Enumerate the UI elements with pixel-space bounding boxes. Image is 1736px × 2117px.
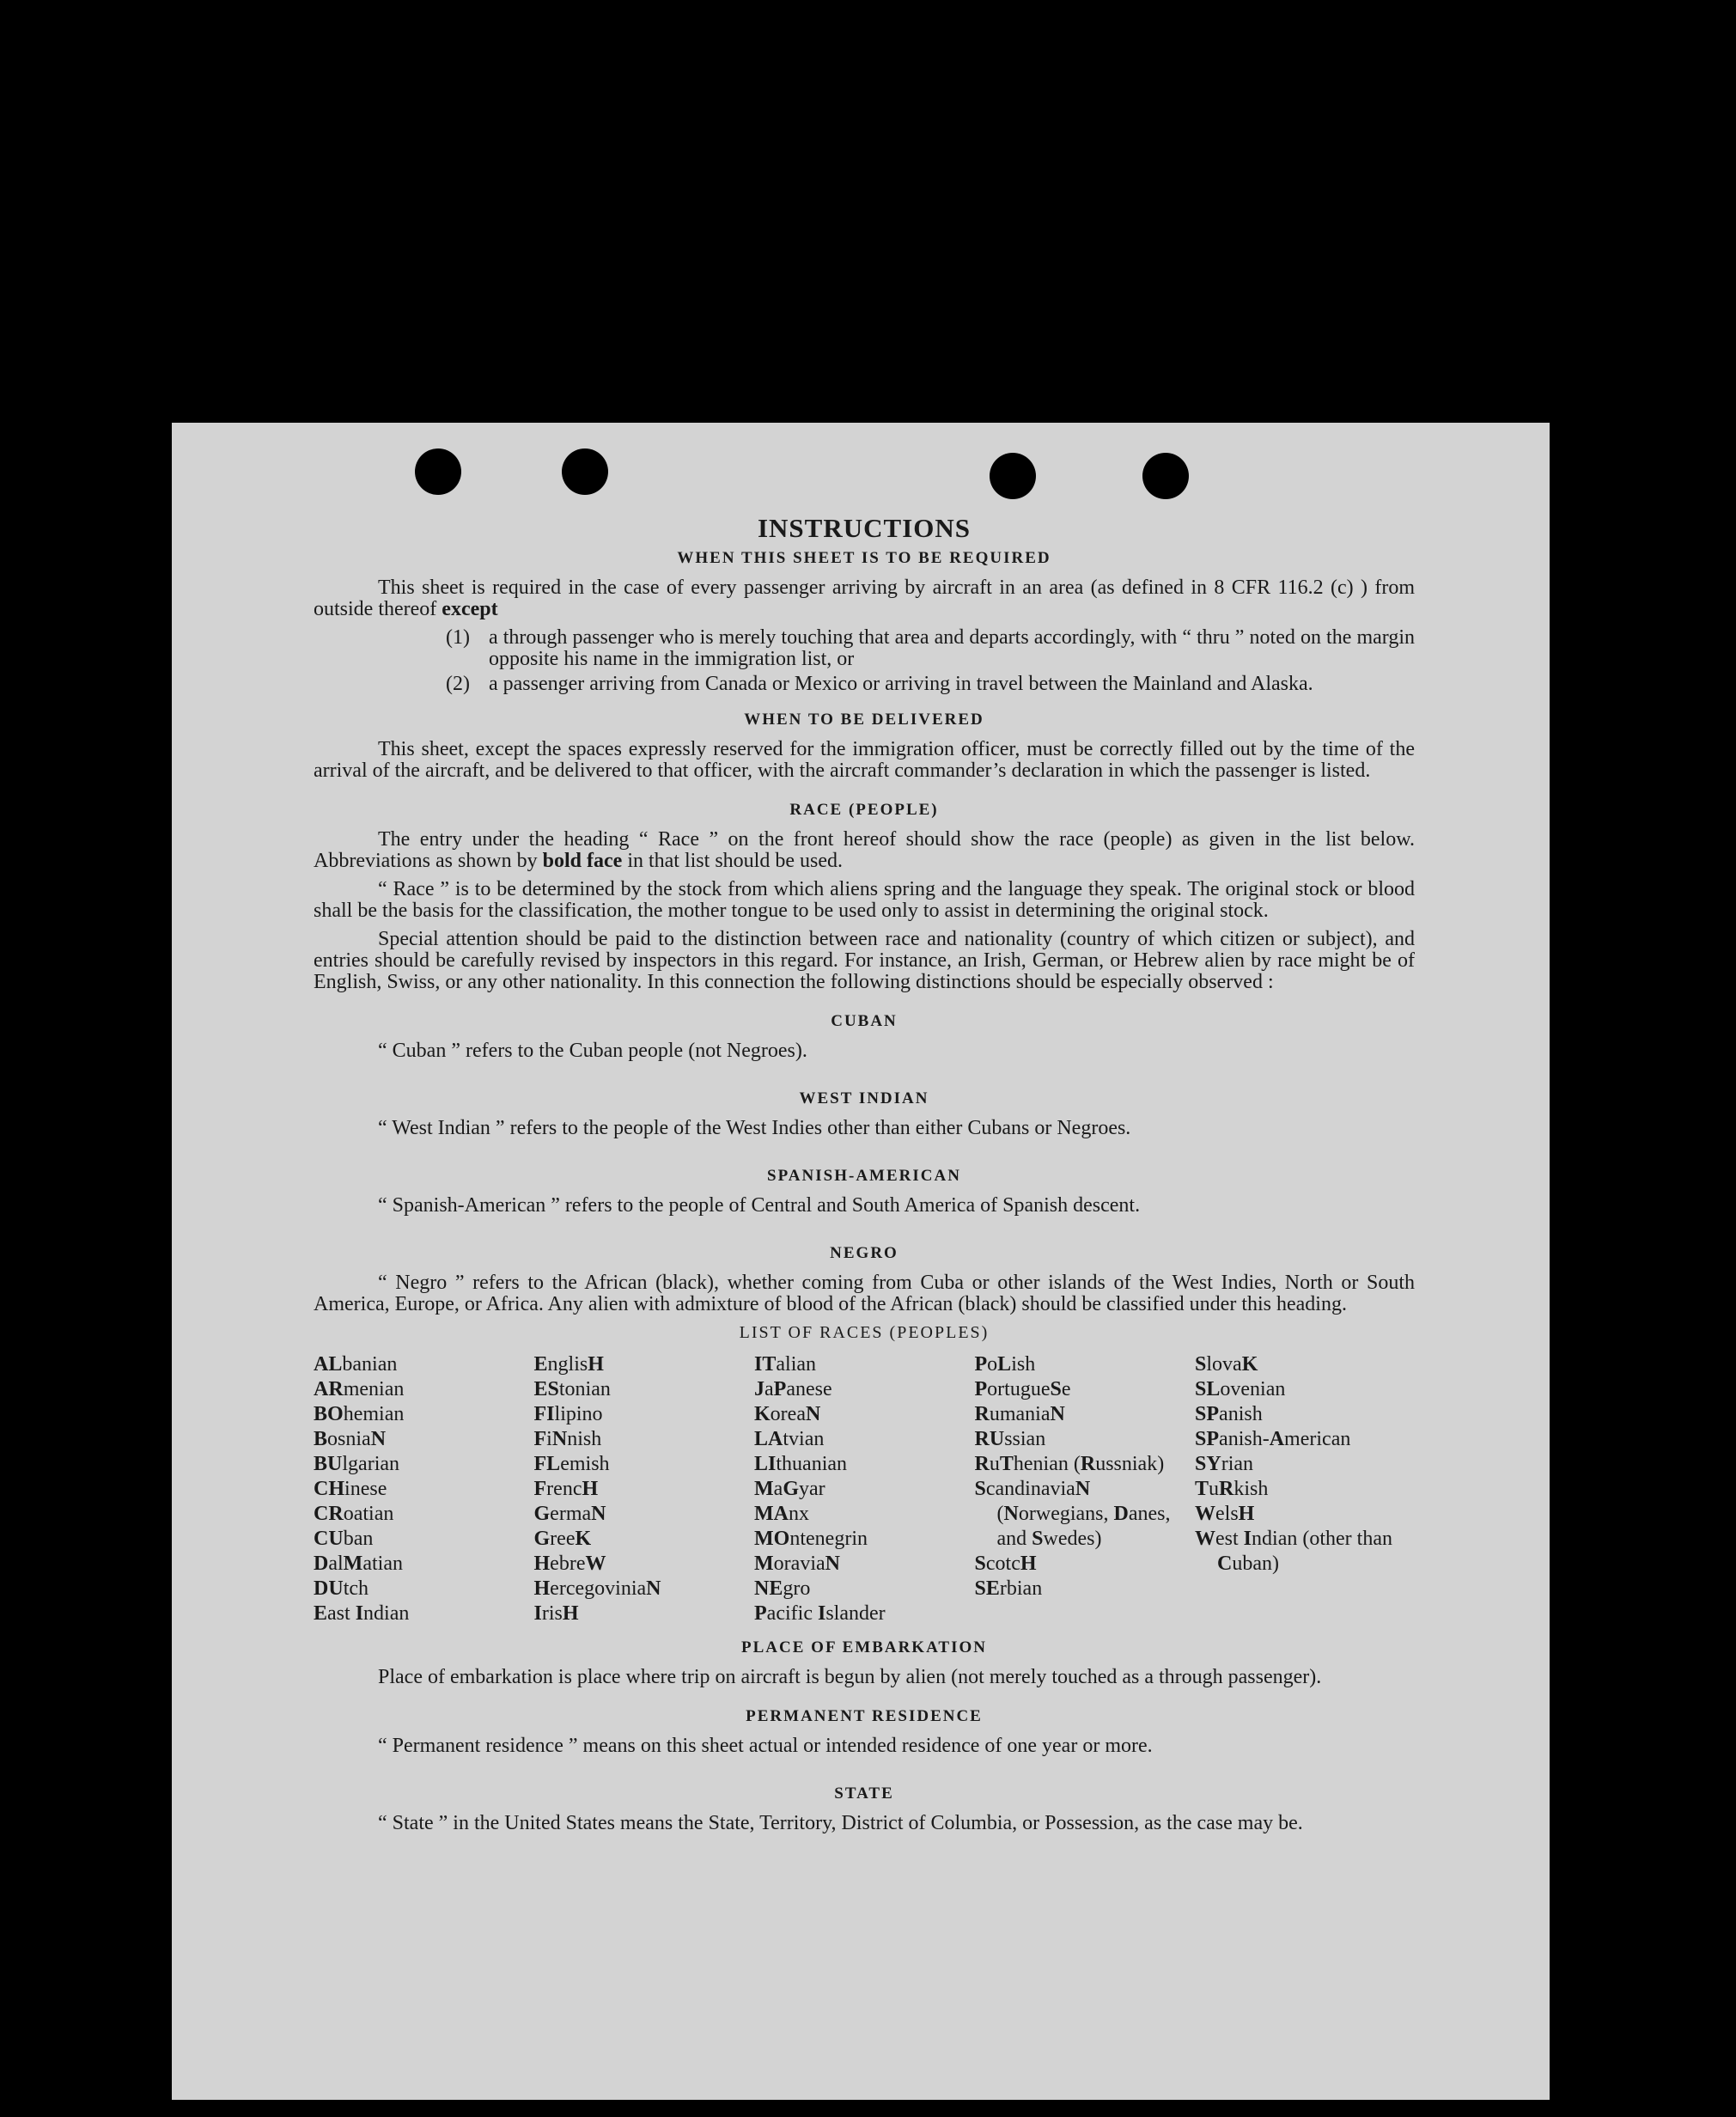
required-item-text: a passenger arriving from Canada or Mexico or arriving in travel between the Mainland and Alaska.	[489, 673, 1313, 695]
race-entry: EStonian	[533, 1378, 611, 1400]
race-entry: BUlgarian	[314, 1453, 400, 1475]
races-column	[534, 1352, 754, 1626]
document-body	[314, 513, 1415, 1841]
state-text: “ State ” in the United States means the State, Territory, District of Columbia, or Possession, as the case may be.	[378, 1812, 1303, 1834]
required-item	[446, 627, 1415, 670]
section-heading-required: WHEN THIS SHEET IS TO BE REQUIRED	[677, 549, 1051, 567]
section-heading-negro: NEGRO	[830, 1244, 898, 1262]
race-paragraph-2: “ Race ” is to be determined by the stock from which aliens spring and the language they speak. The original stock or blood shall be the basis for the classification, the mother tongue to be used only to assist in determining the original stock.	[314, 878, 1415, 922]
race-entry: BosniaN	[314, 1428, 387, 1450]
section-heading-state: STATE	[834, 1785, 894, 1803]
race-entry: EnglisH	[533, 1353, 604, 1376]
negro-text: “ Negro ” refers to the African (black), whether coming from Cuba or other islands of the West Indies, North or South America, Europe, or Africa. Any alien with admixture of blood of the African (black) should be classified under this heading.	[314, 1272, 1415, 1315]
race-entry: FrencH	[533, 1478, 599, 1500]
race-entry: SlovaK	[1195, 1353, 1258, 1376]
required-intro-emphasis: except	[442, 598, 498, 620]
race-entry: ITalian	[754, 1353, 817, 1376]
race-entry: TuRkish	[1195, 1478, 1269, 1500]
bold-face-term: bold face	[542, 850, 623, 872]
race-entry: RumaniaN	[974, 1403, 1065, 1425]
race-entry: ScotcH	[974, 1553, 1037, 1575]
races-column	[754, 1352, 974, 1626]
race-entry: JaPanese	[754, 1378, 832, 1400]
race-entry: DUtch	[314, 1577, 369, 1600]
races-column	[1195, 1352, 1415, 1626]
west-indian-text: “ West Indian ” refers to the people of the West Indies other than either Cubans or Negroes.	[378, 1117, 1131, 1139]
race-entry: MaGyar	[754, 1478, 825, 1500]
race-entry: GreeK	[533, 1528, 592, 1550]
race-entry: SPanish	[1195, 1403, 1263, 1425]
document-sheet	[172, 423, 1550, 2100]
race-entry: FiNnish	[533, 1428, 602, 1450]
race-entry: BOhemian	[314, 1403, 405, 1425]
race-entry: CRoatian	[314, 1503, 394, 1525]
race-entry: SPanish-American	[1195, 1428, 1351, 1450]
required-intro: This sheet is required in the case of every passenger arriving by aircraft in an area (as defined in 8 CFR 116.2 (c) ) from outside thereof except	[314, 577, 1415, 620]
punch-hole	[415, 448, 461, 495]
residence-text: “ Permanent residence ” means on this sheet actual or intended residence of one year or more.	[378, 1735, 1153, 1757]
race-entry: RUssian	[974, 1428, 1046, 1450]
race-entry: Pacific Islander	[754, 1602, 886, 1625]
cuban-text: “ Cuban ” refers to the Cuban people (not Negroes).	[378, 1040, 807, 1062]
section-heading-residence: PERMANENT RESIDENCE	[746, 1707, 983, 1725]
race-entry: LIthuanian	[754, 1453, 848, 1475]
race-entry: East Indian	[314, 1602, 410, 1625]
race-entry: RuThenian (Russniak)	[974, 1453, 1165, 1475]
section-heading-embarkation: PLACE OF EMBARKATION	[741, 1638, 987, 1656]
race-entry: FIlipino	[533, 1403, 603, 1425]
race-entry: PoLish	[974, 1353, 1036, 1376]
section-heading-west-indian: WEST INDIAN	[799, 1089, 929, 1107]
race-entry: ALbanian	[314, 1353, 398, 1376]
punch-hole	[1142, 453, 1189, 499]
race-entry: CHinese	[314, 1478, 387, 1500]
race-entry: SErbian	[974, 1577, 1043, 1600]
race-entry: DalMatian	[314, 1553, 403, 1575]
race-entry: West Indian (other than Cuban)	[1195, 1528, 1392, 1575]
race-entry: MAnx	[754, 1503, 809, 1525]
required-item	[446, 674, 1415, 695]
embarkation-text: Place of embarkation is place where trip on aircraft is begun by alien (not merely touched as a through passenger).	[378, 1666, 1322, 1688]
required-item-number: (1)	[446, 626, 470, 649]
required-item-text: a through passenger who is merely touching that area and departs accordingly, with “ thru ” noted on the margin opposite his name in the immigration list, or	[489, 626, 1415, 670]
race-entry: SYrian	[1195, 1453, 1254, 1475]
race-entry: HebreW	[533, 1553, 606, 1575]
document-title: INSTRUCTIONS	[757, 513, 971, 543]
race-entry: NEgro	[754, 1577, 811, 1600]
race-entry: FLemish	[533, 1453, 610, 1475]
punch-hole	[562, 448, 608, 495]
required-item-number: (2)	[446, 673, 470, 695]
section-heading-races-list: LIST OF RACES (PEOPLES)	[739, 1323, 990, 1342]
section-heading-cuban: CUBAN	[831, 1012, 898, 1030]
section-heading-spanish-american: SPANISH-AMERICAN	[767, 1167, 961, 1185]
race-paragraph-1: The entry under the heading “ Race ” on the front hereof should show the race (people) as given in the list below. Abbreviations as shown by bold face in that list should be used.	[314, 828, 1415, 872]
race-entry: LAtvian	[754, 1428, 825, 1450]
race-entry: SLovenian	[1195, 1378, 1286, 1400]
delivered-text: This sheet, except the spaces expressly reserved for the immigration officer, must be correctly filled out by the time of the arrival of the aircraft, and be delivered to that officer, with the aircraft commander’s declaration in which the passenger is listed.	[314, 738, 1415, 782]
races-column	[975, 1352, 1195, 1626]
punch-hole	[990, 453, 1036, 499]
race-entry: ScandinaviaN (Norwegians, Danes, and Swedes)	[974, 1478, 1171, 1550]
race-entry: IrisH	[533, 1602, 579, 1625]
race-entry: HercegoviniaN	[533, 1577, 661, 1600]
section-heading-race: RACE (PEOPLE)	[789, 801, 939, 819]
race-entry: ARmenian	[314, 1378, 405, 1400]
race-entry: CUban	[314, 1528, 374, 1550]
race-entry: KoreaN	[754, 1403, 821, 1425]
races-column	[314, 1352, 533, 1626]
race-entry: MoraviaN	[754, 1553, 840, 1575]
section-heading-delivered: WHEN TO BE DELIVERED	[744, 711, 984, 729]
race-entry: GermaN	[533, 1503, 606, 1525]
race-entry: PortugueSe	[974, 1378, 1071, 1400]
race-paragraph-3: Special attention should be paid to the distinction between race and nationality (country of which citizen or subject), and entries should be carefully revised by inspectors in this regard. For instance, an Irish, German, or Hebrew alien by race might be of English, Swiss, or any other nationality. In this connection the following distinctions should be especially observed :	[314, 928, 1415, 993]
race-entry: WelsH	[1195, 1503, 1255, 1525]
spanish-american-text: “ Spanish-American ” refers to the people of Central and South America of Spanish descent.	[378, 1194, 1141, 1217]
races-list	[314, 1352, 1415, 1626]
race-entry: MOntenegrin	[754, 1528, 868, 1550]
